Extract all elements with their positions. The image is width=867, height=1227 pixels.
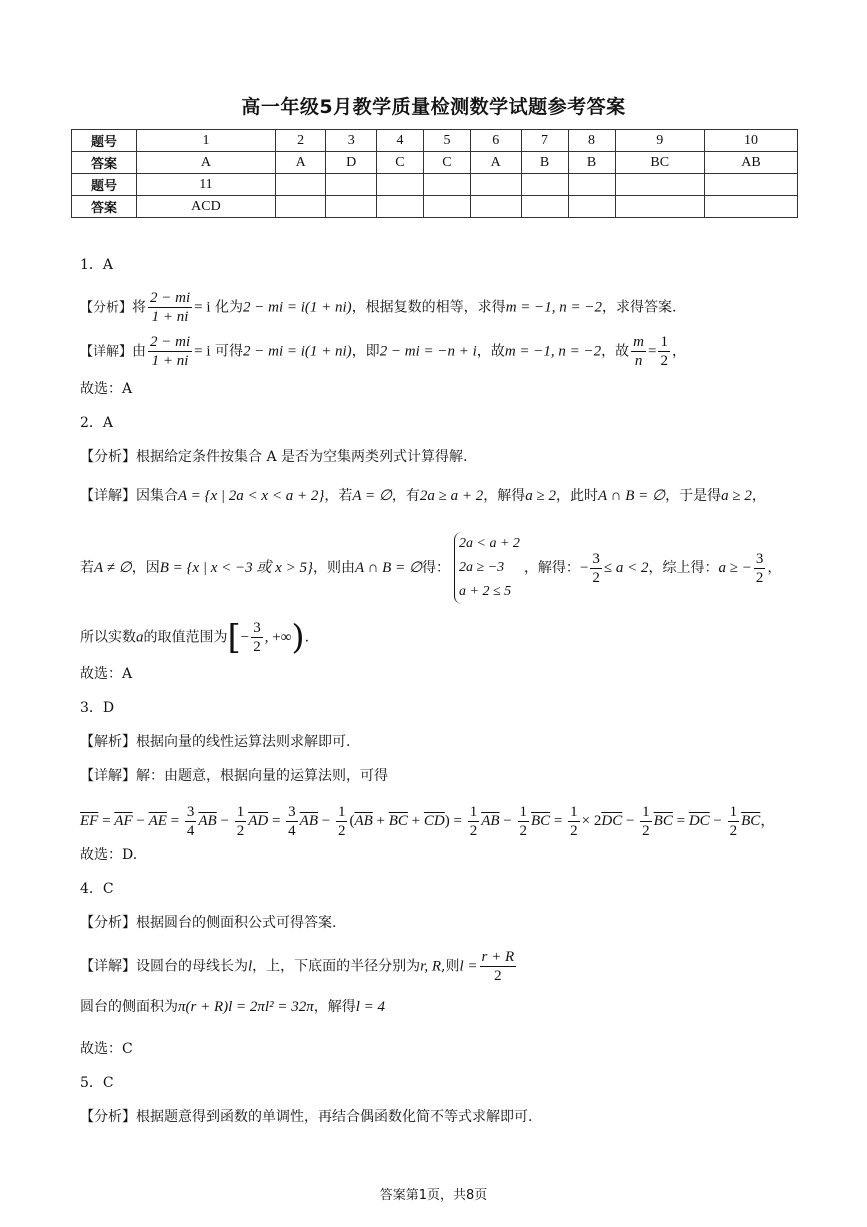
vector: $\overline{AB}$ <box>299 812 318 829</box>
fraction <box>658 333 670 370</box>
table-cell <box>615 174 704 196</box>
numerator: 1 <box>570 804 578 820</box>
table-cell <box>568 196 615 218</box>
numerator: 1 <box>660 334 668 350</box>
text: 若 <box>80 560 94 576</box>
text: ,则 <box>441 958 460 975</box>
text: ， <box>767 560 782 576</box>
denominator: 2 <box>337 823 346 839</box>
math: 2a ≥ a + 2 <box>419 488 484 504</box>
table-cell: 1 <box>137 130 276 152</box>
table-cell: B <box>568 152 615 174</box>
numerator: 1 <box>469 804 478 820</box>
table-cell: 6 <box>470 130 521 152</box>
text: ， <box>760 812 776 829</box>
numerator: 1 <box>642 804 650 820</box>
q2-detail-line3 <box>80 619 309 656</box>
fraction <box>251 619 263 656</box>
math: l = 4 <box>355 999 386 1015</box>
vector: $\overline{DC}$ <box>688 812 710 829</box>
denominator: 2 <box>570 823 578 839</box>
q2-detail-line2 <box>80 532 781 604</box>
math: ≤ a < 2 <box>603 560 649 576</box>
math: 2 − mi = −n + i <box>379 343 477 360</box>
math: = <box>648 343 657 360</box>
text: 得： <box>422 560 451 576</box>
fraction <box>754 550 766 587</box>
q4-area-line <box>80 997 385 1017</box>
table-cell: A <box>470 152 521 174</box>
table-header-cell: 答案 <box>72 152 137 174</box>
text: ，故 <box>601 343 630 360</box>
numerator: 1 <box>236 804 245 820</box>
denominator: 4 <box>186 823 195 839</box>
denominator: 2 <box>592 569 600 586</box>
table-cell <box>615 196 704 218</box>
table-cell: 10 <box>704 130 797 152</box>
text: ，根据复数的相等，求得 <box>351 299 506 316</box>
math: 2 − mi = i(1 + ni) <box>242 343 352 360</box>
fraction <box>185 803 197 840</box>
text: ，若 <box>324 488 353 504</box>
math: π(r + R)l = 2πl² = 32π <box>178 999 314 1015</box>
denominator: 2 <box>236 823 245 839</box>
fraction <box>148 289 192 326</box>
text: 由 <box>132 343 147 360</box>
table-cell: A <box>137 152 276 174</box>
numerator: 3 <box>592 550 600 567</box>
table-header-cell: 答案 <box>72 196 137 218</box>
fraction <box>631 333 646 370</box>
fraction <box>468 803 480 840</box>
table-cell: 2 <box>275 130 326 152</box>
numerator: r + R <box>481 949 515 965</box>
right-paren: ) <box>291 617 305 658</box>
fraction <box>568 803 580 840</box>
denominator: 2 <box>519 823 527 839</box>
table-cell: 5 <box>423 130 470 152</box>
q2-analysis: 【分析】根据给定条件按集合 A 是否为空集两类列式计算得解. <box>80 449 468 465</box>
numerator: 3 <box>288 804 296 820</box>
math: 2 − mi = i(1 + ni) <box>242 299 352 316</box>
vector: $\overline{AB}$ <box>354 812 373 829</box>
math: A ≠ ∅ <box>94 560 132 576</box>
fraction <box>148 333 192 370</box>
table-row <box>72 130 798 152</box>
text: ， <box>751 488 766 504</box>
text: ，则由 <box>312 560 355 576</box>
q3-choice: 故选：D. <box>80 847 138 863</box>
table-cell <box>326 174 377 196</box>
denominator: 2 <box>253 639 261 655</box>
text: ， <box>671 343 686 360</box>
math: A = ∅ <box>352 488 392 504</box>
table-cell: BC <box>615 152 704 174</box>
page-footer: 答案第1页，共8页 <box>379 1188 488 1203</box>
table-cell: C <box>376 152 423 174</box>
answer-table <box>71 129 798 218</box>
denominator: 2 <box>469 823 478 839</box>
math: a <box>136 629 144 646</box>
q1-analysis <box>80 289 676 326</box>
q3-vector-equation: $\overline{EF} = \overline{AF} - \overline{AE}$ = $\frac{3}{4}$ $\overline{AB}$ − $\frac{1}{2}$ $\overline{AD}$ = $\frac{3}{4}$ $\overline{AB}$ − $\frac{1}{2}$ $(\overline{AB} + \overline{BC} + \overline{CD})$ = $\frac{1}{2}$ $\overline{AB}$ − $\frac{1}{2}$ $\overline{BC}$ = $\frac{1}{2}$ × $2\overline{DC}$ − $\frac{1}{2}$ $\overline{BC} = \overline{DC}$ − $\frac{1}{2}$ $\overline{BC}$， <box>80 804 776 839</box>
text: 【详解】因集合 <box>80 488 178 504</box>
denominator: 2 <box>494 968 502 984</box>
vector: $\overline{AB}$ <box>198 812 217 829</box>
fraction <box>518 803 530 840</box>
table-cell <box>568 174 615 196</box>
vector: $\overline{AF}$ <box>114 812 133 829</box>
table-cell: ACD <box>137 196 276 218</box>
numerator: 3 <box>253 620 261 636</box>
fraction <box>235 803 247 840</box>
system-row: 2a < a + 2 <box>459 536 520 551</box>
table-cell: AB <box>704 152 797 174</box>
denominator: 4 <box>288 823 296 839</box>
text: 将 <box>132 299 147 316</box>
vector: $\overline{AB}$ <box>481 812 500 829</box>
table-cell: B <box>521 152 568 174</box>
table-cell <box>470 174 521 196</box>
math: r, R <box>420 958 442 975</box>
fraction <box>480 948 517 985</box>
vector: $\overline{BC}$ <box>741 812 761 829</box>
analysis-tag: 【分析】 <box>80 300 133 316</box>
q5-heading: 5．C <box>80 1075 114 1091</box>
vector: $\overline{BC}$ <box>388 812 408 829</box>
math: = i <box>194 343 211 360</box>
text: ，于是得 <box>665 488 722 504</box>
text: 的取值范围为 <box>143 629 228 646</box>
q4-choice: 故选：C <box>80 1041 133 1057</box>
q3-heading: 3．D <box>80 700 115 716</box>
math: B = {x | x < −3 或 x > 5} <box>159 560 313 576</box>
table-header-cell: 题号 <box>72 130 137 152</box>
text: ，上，下底面的半径分别为 <box>252 958 421 975</box>
vector: $\overline{CD}$ <box>423 812 445 829</box>
q3-detail: 【详解】解：由题意，根据向量的运算法则，可得 <box>80 768 388 784</box>
text: ，此时 <box>556 488 599 504</box>
text: ，解得 <box>313 999 356 1015</box>
numerator: m <box>633 334 645 350</box>
fraction <box>640 803 652 840</box>
table-cell <box>376 196 423 218</box>
math: l = <box>459 958 478 975</box>
math: A ∩ B = ∅ <box>598 488 666 504</box>
table-cell <box>470 196 521 218</box>
text: ，解得： <box>523 560 580 576</box>
table-cell <box>275 174 326 196</box>
table-cell: 3 <box>326 130 377 152</box>
math: , +∞ <box>264 629 292 646</box>
table-cell: C <box>423 152 470 174</box>
table-cell <box>521 196 568 218</box>
detail-tag: 【详解】 <box>80 344 133 360</box>
table-cell <box>704 174 797 196</box>
math: l <box>248 958 253 975</box>
table-cell: D <box>326 152 377 174</box>
text: ，求得答案. <box>602 299 677 316</box>
denominator: 1 + ni <box>151 309 189 325</box>
q5-analysis: 【分析】根据题意得到函数的单调性，再结合偶函数化简不等式求解即可. <box>80 1109 533 1125</box>
vector: $\overline{EF}$ <box>80 812 99 829</box>
table-row <box>72 152 798 174</box>
numerator: 3 <box>755 550 764 567</box>
vector: $\overline{DC}$ <box>601 812 623 829</box>
q2-detail-line1 <box>80 486 766 506</box>
math: m = −1, n = −2 <box>505 299 603 316</box>
vector: $\overline{BC}$ <box>653 812 673 829</box>
text: ，有 <box>391 488 420 504</box>
q4-analysis: 【分析】根据圆台的侧面积公式可得答案. <box>80 915 337 931</box>
text: 化为 <box>214 299 243 316</box>
q3-solution-hint: 【解析】根据向量的线性运算法则求解即可. <box>80 734 351 750</box>
denominator: 2 <box>660 353 668 369</box>
table-header-cell: 题号 <box>72 174 137 196</box>
numerator: 1 <box>729 804 738 820</box>
page-title: 高一年级5月教学质量检测数学试题参考答案 <box>241 96 626 118</box>
table-cell: 7 <box>521 130 568 152</box>
text: ，综上得： <box>648 560 719 576</box>
fraction <box>590 550 602 587</box>
numerator: 2 − mi <box>150 290 191 306</box>
text: 可得 <box>214 343 243 360</box>
math: A = {x | 2a < x < a + 2} <box>178 488 325 504</box>
math: A ∩ B = ∅ <box>354 560 423 576</box>
inequality-system <box>454 532 520 604</box>
math: a ≥ 2 <box>721 488 752 504</box>
table-cell <box>423 196 470 218</box>
numerator: 1 <box>519 804 527 820</box>
denominator: 1 + ni <box>151 353 189 369</box>
table-cell <box>275 196 326 218</box>
table-row <box>72 174 798 196</box>
math: − <box>240 629 250 646</box>
table-cell: A <box>275 152 326 174</box>
fraction <box>286 803 298 840</box>
text: ，解得 <box>483 488 526 504</box>
vector: $\overline{BC}$ <box>531 812 551 829</box>
q1-detail <box>80 333 686 370</box>
numerator: 2 − mi <box>150 334 191 350</box>
system-row: a + 2 ≤ 5 <box>459 584 512 599</box>
left-bracket: [ <box>227 617 241 658</box>
q2-choice: 故选：A <box>80 666 133 682</box>
q4-detail <box>80 948 518 985</box>
fraction <box>336 803 348 840</box>
denominator: 2 <box>642 823 650 839</box>
q1-choice: 故选：A <box>80 381 133 397</box>
text: ，故 <box>476 343 505 360</box>
table-cell: 9 <box>615 130 704 152</box>
text: ，即 <box>351 343 380 360</box>
table-cell: 11 <box>137 174 276 196</box>
numerator: 1 <box>337 804 346 820</box>
table-cell: 4 <box>376 130 423 152</box>
table-cell <box>423 174 470 196</box>
numerator: 3 <box>186 804 195 820</box>
math: m = −1, n = −2 <box>504 343 602 360</box>
math: = i <box>194 299 211 316</box>
math: − <box>579 560 589 576</box>
table-cell <box>704 196 797 218</box>
math: a ≥ − <box>718 560 752 576</box>
denominator: n <box>634 353 643 369</box>
vector: $\overline{AE}$ <box>148 812 167 829</box>
text: 【详解】设圆台的母线长为 <box>80 958 248 975</box>
denominator: 2 <box>729 823 738 839</box>
table-cell <box>326 196 377 218</box>
table-cell <box>521 174 568 196</box>
vector: $\overline{AD}$ <box>248 812 269 829</box>
text: ，因 <box>131 560 160 576</box>
text: 圆台的侧面积为 <box>80 999 178 1015</box>
q2-heading: 2．A <box>80 415 114 431</box>
table-cell <box>376 174 423 196</box>
table-row <box>72 196 798 218</box>
math: a ≥ 2 <box>525 488 557 504</box>
fraction <box>728 803 740 840</box>
text: . <box>304 629 310 646</box>
q1-heading: 1．A <box>80 257 114 273</box>
table-cell: 8 <box>568 130 615 152</box>
text: 所以实数 <box>80 629 136 646</box>
q4-heading: 4．C <box>80 881 114 897</box>
denominator: 2 <box>755 569 764 586</box>
system-row: 2a ≥ −3 <box>459 560 505 575</box>
